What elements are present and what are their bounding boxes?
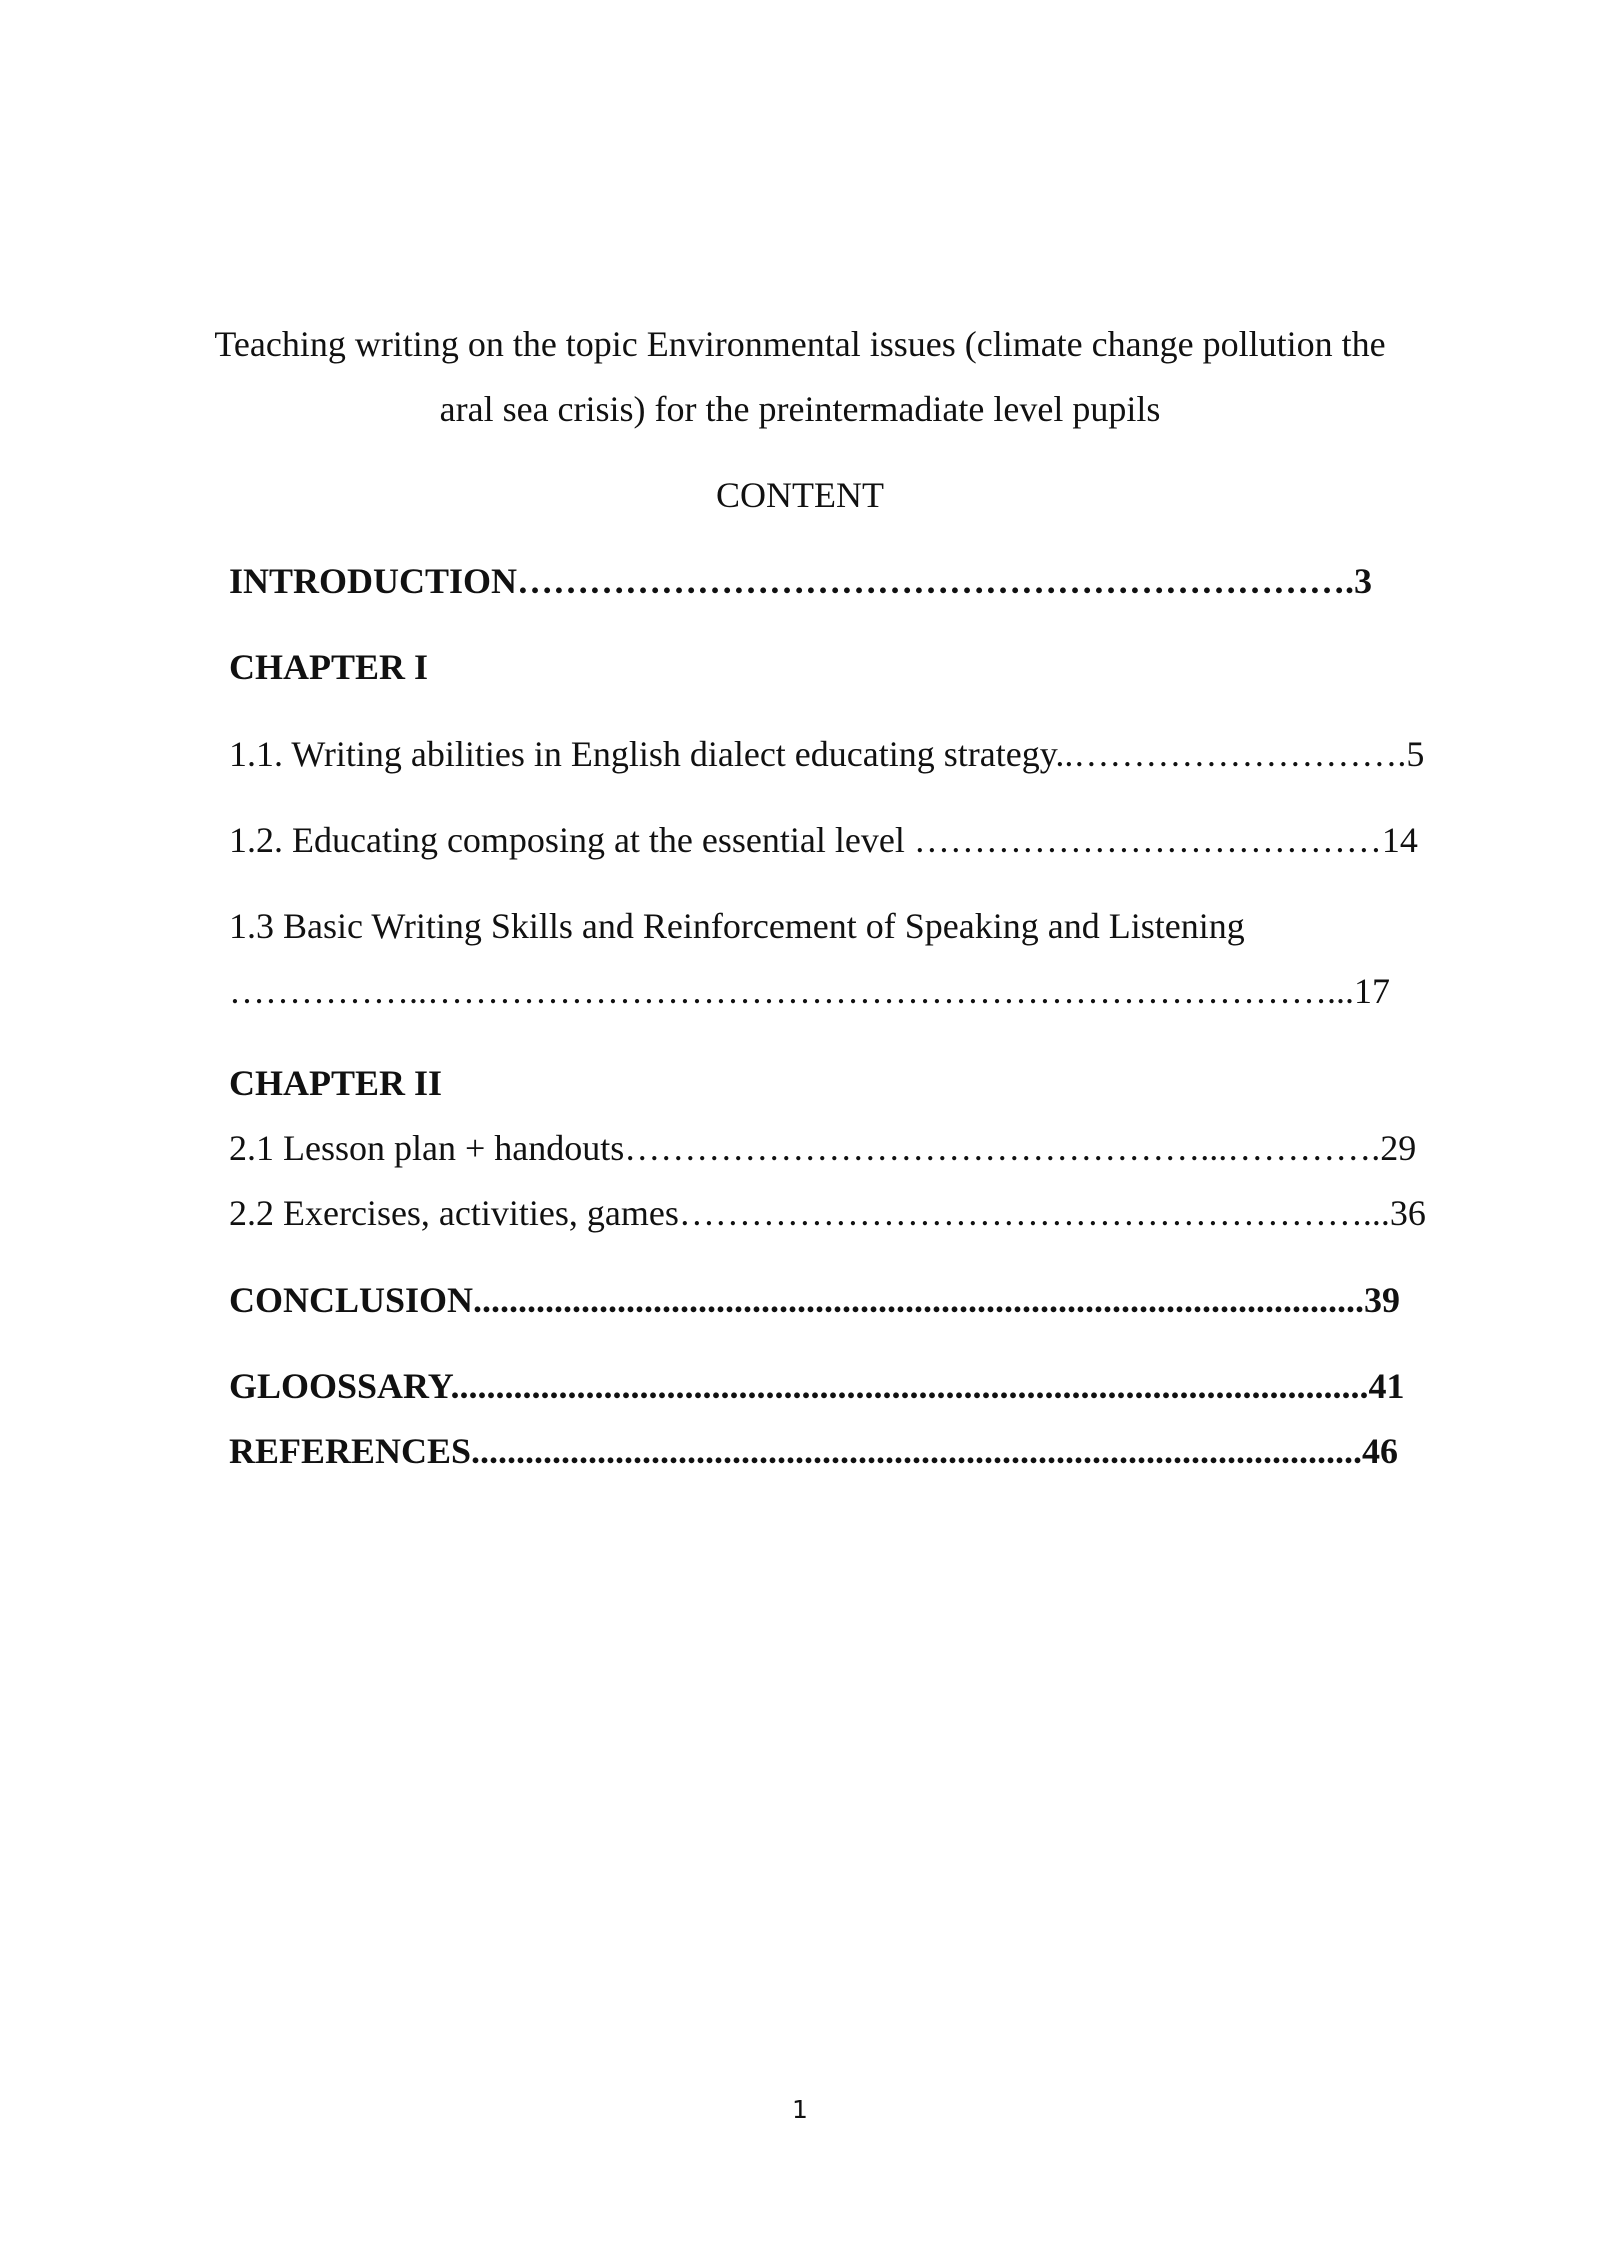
document-title-line-1: Teaching writing on the topic Environmental issues (climate change pollution the — [214, 324, 1386, 364]
toc-item-1-2: 1.2. Educating composing at the essential level …………………………………14 — [229, 820, 1418, 860]
toc-item-1-3-line-1: 1.3 Basic Writing Skills and Reinforcement of Speaking and Listening — [229, 906, 1245, 946]
document-title-line-2: aral sea crisis) for the preintermadiate level pupils — [439, 389, 1161, 429]
toc-glossary: GLOOSSARY......................................................................................................41 — [229, 1366, 1405, 1406]
toc-item-2-2: 2.2 Exercises, activities, games…………………………………………………...36 — [229, 1193, 1426, 1233]
toc-item-1-3-line-2: ……………..…………………………………………………………………...17 — [229, 971, 1390, 1011]
toc-introduction: INTRODUCTION…………………………………………………………….3 — [229, 561, 1373, 601]
toc-item-2-1: 2.1 Lesson plan + handouts…………………………………………...………….29 — [229, 1128, 1417, 1168]
toc-chapter-2-heading: CHAPTER II — [229, 1063, 443, 1103]
content-heading: CONTENT — [716, 475, 884, 515]
page-number: 1 — [792, 2095, 808, 2124]
toc-item-1-1: 1.1. Writing abilities in English dialect educating strategy..……………………….5 — [229, 734, 1425, 774]
toc-references: REFERENCES...................................................................................................46 — [229, 1431, 1399, 1471]
toc-conclusion: CONCLUSION...................................................................................................39 — [229, 1280, 1401, 1320]
toc-chapter-1-heading: CHAPTER I — [229, 647, 429, 687]
